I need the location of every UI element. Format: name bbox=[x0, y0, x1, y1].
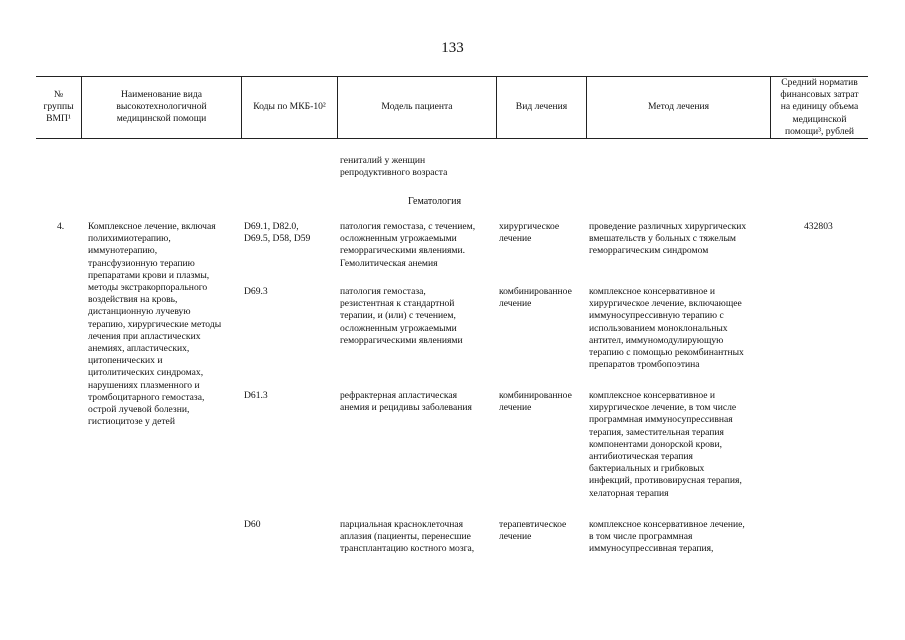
header-care-type: Наименование вида высокотехнологичной медицинской помощи bbox=[116, 89, 207, 125]
row-2-treatment-type: комбинированное лечение bbox=[499, 286, 572, 310]
row-4-patient-model: парциальная красноклеточная аплазия (пациенты, перенесшие трансплантацию костного мозга, bbox=[340, 519, 475, 555]
row-3-treatment-method: комплексное консервативное и хирургическое лечение, в том числе программная иммуносупрессивная терапия, заместительная терапия компонентами донорской крови, антибиотическая терапия бактериальных и грибковых инфекций, противовирусная терапия, хелаторная терапия bbox=[589, 390, 742, 499]
header-patient-model: Модель пациента bbox=[381, 101, 453, 112]
group-number: 4. bbox=[57, 221, 65, 232]
header-icd-codes: Коды по МКБ-10² bbox=[253, 101, 326, 112]
row-2-codes: D69.3 bbox=[244, 286, 268, 297]
section-title: Гематология bbox=[408, 196, 462, 207]
row-1-treatment-method: проведение различных хирургических вмешательств у больных с тяжелым геморрагическим синдромом bbox=[589, 221, 747, 257]
header-group-number: № группы ВМП¹ bbox=[43, 89, 74, 125]
row-3-codes: D61.3 bbox=[244, 390, 268, 401]
continuation-text: гениталий у женщин репродуктивного возраста bbox=[340, 155, 448, 179]
header-bottom-rule bbox=[36, 138, 868, 139]
row-4-codes: D60 bbox=[244, 519, 261, 530]
header-treatment-type: Вид лечения bbox=[515, 101, 568, 112]
row-4-treatment-method: комплексное консервативное лечение, в том числе программная иммуносупрессивная терапия, bbox=[589, 519, 745, 555]
row-1-codes: D69.1, D82.0, D69.5, D58, D59 bbox=[244, 221, 311, 245]
group-care-name: Комплексное лечение, включая полихимиотерапию, иммунотерапию, трансфузионную терапию препаратами крови и плазмы, методы экстракорпорального воздействия на кровь, дистанционную лучевую терапию, хирургические методы лечения при апластических анемиях, апластических, цитопенических и цитолитических синдромах, нарушениях плазменного и тромбоцитарного гемостаза, острой лучевой болезни, гистиоцитозе у детей bbox=[88, 221, 222, 428]
header-top-rule bbox=[36, 76, 868, 77]
group-cost: 432803 bbox=[804, 221, 833, 232]
page-number: 133 bbox=[441, 40, 464, 56]
row-3-patient-model: рефрактерная апластическая анемия и рецидивы заболевания bbox=[340, 390, 472, 414]
row-4-treatment-type: терапевтическое лечение bbox=[499, 519, 567, 543]
row-2-patient-model: патология гемостаза, резистентная к стандартной терапии, и (или) с течением, осложненным угрожаемыми геморрагическими явлениями bbox=[340, 286, 463, 346]
row-1-treatment-type: хирургическое лечение bbox=[499, 221, 560, 245]
row-3-treatment-type: комбинированное лечение bbox=[499, 390, 572, 414]
header-average-cost: Средний норматив финансовых затрат на единицу объема медицинской помощи³, рублей bbox=[780, 77, 859, 137]
row-1-patient-model: патология гемостаза, с течением, осложненным угрожаемыми геморрагическими явлениями. Гемолитическая анемия bbox=[340, 221, 476, 269]
row-2-treatment-method: комплексное консервативное и хирургическое лечение, включающее иммуносупрессивную терапию с использованием моноклональных антител, иммуномодулирующую терапию с помощью рекомбинантных препаратов тромбопоэтина bbox=[589, 286, 744, 371]
header-treatment-method: Метод лечения bbox=[647, 101, 710, 112]
